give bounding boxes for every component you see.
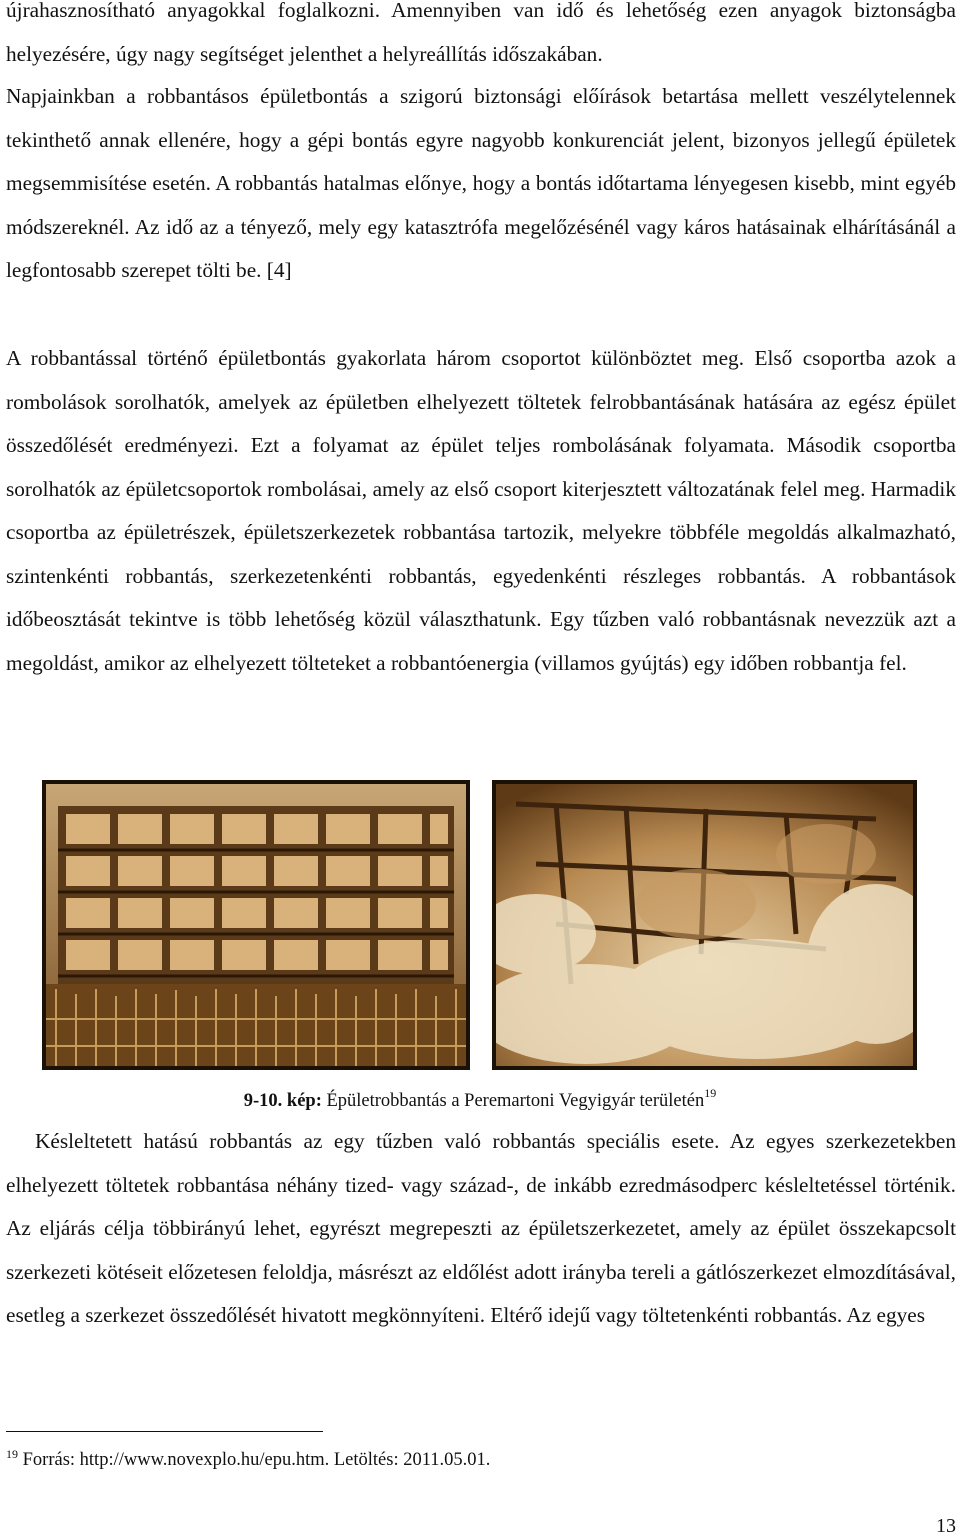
page-number: 13: [936, 1515, 956, 1537]
footnote-separator: [6, 1431, 323, 1432]
building-explosion-image: [496, 784, 913, 1066]
figure-number: 9-10.: [243, 1091, 283, 1111]
paragraph-2: Napjainkban a robbantásos épületbontás a szigorú biztonsági előírások betartása mellett veszélytelennek tekinthető annak ellenére, hogy a gépi bontás egyre nagyobb konkurenciát jelent, bizonyos jellegű épületek megsemmisítése esetén. A robbantás hatalmas előnye, hogy a bontás időtartama lényegesen kisebb, mint egyéb módszereknél. Az idő az a tényező, mely egy katasztrófa megelőzésénél vagy káros hatásainak elhárításánál a legfontosabb szerepet tölti be. [4]: [6, 84, 956, 282]
paragraph-1: újrahasznosítható anyagokkal foglalkozni. Amennyiben van idő és lehetőség ezen anyagok biztonságba helyezésére, úgy nagy segítséget jelenthet a helyreállítás időszakában.: [6, 0, 956, 66]
paragraph-3: A robbantással történő épületbontás gyakorlata három csoportot különböztet meg. Első csoportba azok a rombolások sorolhatók, amelyek az épületben elhelyezett töltetek felrobbantásának hatására az egész épület összedőlését eredményezi. Ezt a folyamat az épület teljes rombolásának folyamata. Második csoportba sorolhatók az épületcsoportok rombolásai, amely az első csoport kiterjesztett változatának felel meg. Harmadik csoportba az épületrészek, épületszerkezetek robbantása tartozik, melyekre többféle megoldás alkalmazható, szintenkénti robbantás, szerkezetenkénti robbantás, egyedenkénti részleges robbantás. A robbantások időbeosztását tekintve is több lehetőség közül választhatunk. Egy tűzben való robbantásnak nevezzük azt a megoldást, amikor az elhelyezett tölteteket a robbantóenergia (villamos gyújtás) egy időben robbantja fel.: [6, 346, 956, 675]
footnote-number: 19: [6, 1447, 18, 1461]
figure-label: kép:: [286, 1091, 322, 1111]
building-structure-photo: [42, 780, 470, 1070]
building-structure-image: [46, 784, 466, 1066]
footnote-text: Forrás: http://www.novexplo.hu/epu.htm. Letöltés: 2011.05.01.: [22, 1450, 491, 1470]
paragraph-4: Késleltetett hatású robbantás az egy tűzben való robbantás speciális esete. Az egyes szerkezetekben elhelyezett töltetek robbantása néhány tized- vagy század-, de inkább ezredmásodperc késleltetéssel történik. Az eljárás célja többirányú lehet, egyrészt megrepeszti az épületszerkezetet, amely az épület összekapcsolt szerkezeti kötéseit előzetesen feloldja, másrészt az eldőlést adott irányba tereli a gátlószerkezet elmozdításával, esetleg a szerkezet összedőlését hivatott megkönnyíteni. Eltérő idejű vagy töltetenkénti robbantás. Az egyes: [6, 1129, 956, 1327]
footnote: [6, 1442, 490, 1472]
building-explosion-photo: [492, 780, 917, 1070]
figure-caption: [0, 1080, 960, 1114]
figure-caption-text: Épületrobbantás a Peremartoni Vegyigyár területén: [326, 1091, 705, 1111]
figure-footnote-ref: 19: [704, 1086, 717, 1100]
